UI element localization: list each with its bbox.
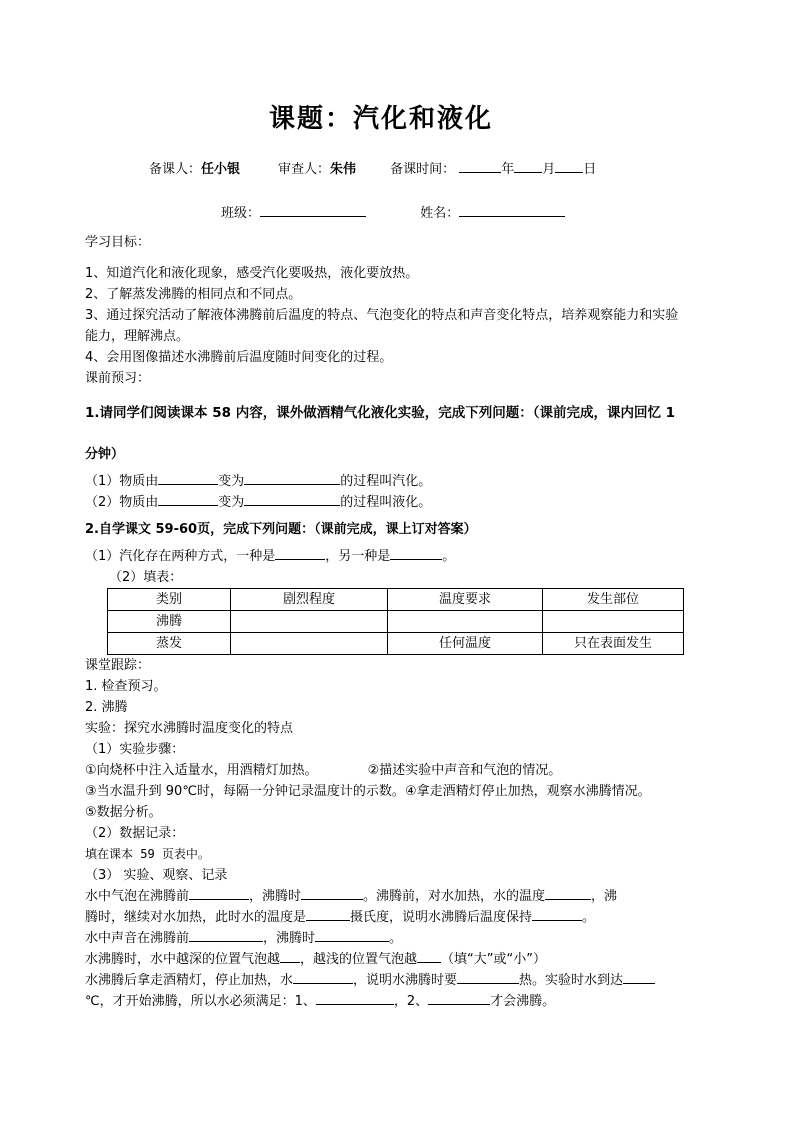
answer-blank[interactable] [545,886,591,900]
table-cell[interactable] [231,611,388,633]
preparer-label: 备课人： [149,162,202,177]
answer-blank[interactable] [275,546,325,560]
page-title: 课题：汽化和液化 [268,104,493,134]
bubbles-line: 水中气泡在沸腾前 ，沸腾时 。沸腾前，对水加热，水的温度 ，沸 [85,886,689,907]
table-cell: 只在表面发生 [543,633,684,655]
table-cell[interactable] [231,633,388,655]
table-header: 类别 [108,589,231,611]
month-label: 月 [542,162,556,177]
comparison-table [107,588,684,655]
steps-heading: （1）实验步骤： [85,742,185,757]
objectives-heading: 学习目标： [85,235,151,250]
boiling-conditions-line: ℃，才开始沸腾，所以水必须满足：1、 ，2、 才会沸腾。 [85,991,689,1012]
answer-blank[interactable] [428,991,490,1005]
observe-heading: （3） 实验、观察、记录 [85,868,228,883]
answer-blank[interactable] [417,949,441,963]
student-info [221,202,565,221]
answer-blank[interactable] [244,471,340,485]
answer-blank[interactable] [315,928,389,942]
preparer-name: 任小银 [201,162,241,177]
sound-line: 水中声音在沸腾前 ，沸腾时 。 [85,928,689,949]
bubble-size-line: 水沸腾时，水中越深的位置气泡越 ，越浅的位置气泡越 （填“大”或“小”） [85,949,689,970]
answer-blank[interactable] [306,907,350,921]
year-blank[interactable] [459,159,501,173]
year-label: 年 [501,162,515,177]
objective-item: 3、通过探究活动了解液体沸腾前后温度的特点、气泡变化的特点和声音变化特点，培养观察能力和实验能力，理解沸点。 [85,308,679,344]
table-cell: 任何温度 [388,633,543,655]
worksheet-body [85,232,689,1012]
preview-heading: 课前预习： [85,371,151,386]
answer-blank[interactable] [189,928,263,942]
objective-item: 2、了解蒸发沸腾的相同点和不同点。 [85,287,302,302]
table-header: 发生部位 [543,589,684,611]
answer-blank[interactable] [457,970,519,984]
preview-question-2: 2.自学课文 59-60页，完成下列问题：（课前完成，课上订对答案） [85,522,477,537]
step-line: ①向烧杯中注入适量水，用酒精灯加热。 ②描述实验中声音和气泡的情况。 [85,763,562,778]
preparation-info [149,158,596,177]
question-vaporization: （1）物质由 变为 的过程叫汽化。 [85,471,689,492]
fill-table-label: （2）填表： [109,570,183,585]
answer-blank[interactable] [390,546,442,560]
question-liquefaction: （2）物质由 变为 的过程叫液化。 [85,492,689,513]
table-header-row [108,589,684,611]
class-label: 班级： [221,206,261,221]
table-cell[interactable] [388,611,543,633]
reviewer-label: 审查人： [278,162,331,177]
objective-item: 4、会用图像描述水沸腾前后温度随时间变化的过程。 [85,350,393,365]
table-row [108,633,684,655]
answer-blank[interactable] [244,492,340,506]
table-cell: 蒸发 [108,633,231,655]
class-blank[interactable] [260,203,366,217]
classwork-heading: 课堂跟踪： [85,658,151,673]
answer-blank[interactable] [158,492,218,506]
step-line: ③当水温升到 90℃时，每隔一分钟记录温度计的示数。④拿走酒精灯停止加热，观察水沸腾情况。 [85,784,651,799]
day-blank[interactable] [555,159,583,173]
month-blank[interactable] [514,159,542,173]
stop-heating-line: 水沸腾后拿走酒精灯，停止加热，水 ，说明水沸腾时要 热。实验时水到达 [85,970,689,991]
answer-blank[interactable] [280,949,300,963]
reviewer-name: 朱伟 [330,162,357,177]
question-two-methods: （1）汽化存在两种方式，一种是 ，另一种是 。 [85,546,689,567]
step-line: ⑤数据分析。 [85,805,162,820]
objective-item: 1、知道汽化和液化现象，感受汽化要吸热，液化要放热。 [85,266,419,281]
day-label: 日 [583,162,597,177]
name-label: 姓名： [420,206,460,221]
table-cell[interactable] [543,611,684,633]
answer-blank[interactable] [301,886,363,900]
answer-blank[interactable] [532,907,582,921]
temperature-line: 腾时，继续对水加热，此时水的温度是 摄氏度，说明水沸腾后温度保持 。 [85,907,689,928]
answer-blank[interactable] [158,471,218,485]
preview-question-1-cont: 分钟） [85,447,125,462]
answer-blank[interactable] [623,970,655,984]
record-heading: （2）数据记录： [85,826,185,841]
classwork-item: 2. 沸腾 [85,700,128,715]
answer-blank[interactable] [316,991,394,1005]
table-header: 剧烈程度 [231,589,388,611]
table-header: 温度要求 [388,589,543,611]
classwork-item: 1. 检查预习。 [85,679,167,694]
table-row [108,611,684,633]
record-note: 填在课本 59 页表中。 [85,847,210,861]
table-cell: 沸腾 [108,611,231,633]
answer-blank[interactable] [189,886,249,900]
experiment-title: 实验：探究水沸腾时温度变化的特点 [85,721,294,736]
preview-question-1: 1.请同学们阅读课本 58 内容，课外做酒精气化液化实验，完成下列问题：（课前完成，课内回忆 1 [85,405,676,421]
name-blank[interactable] [459,203,565,217]
answer-blank[interactable] [293,970,353,984]
prep-time-label: 备课时间： [390,162,456,177]
